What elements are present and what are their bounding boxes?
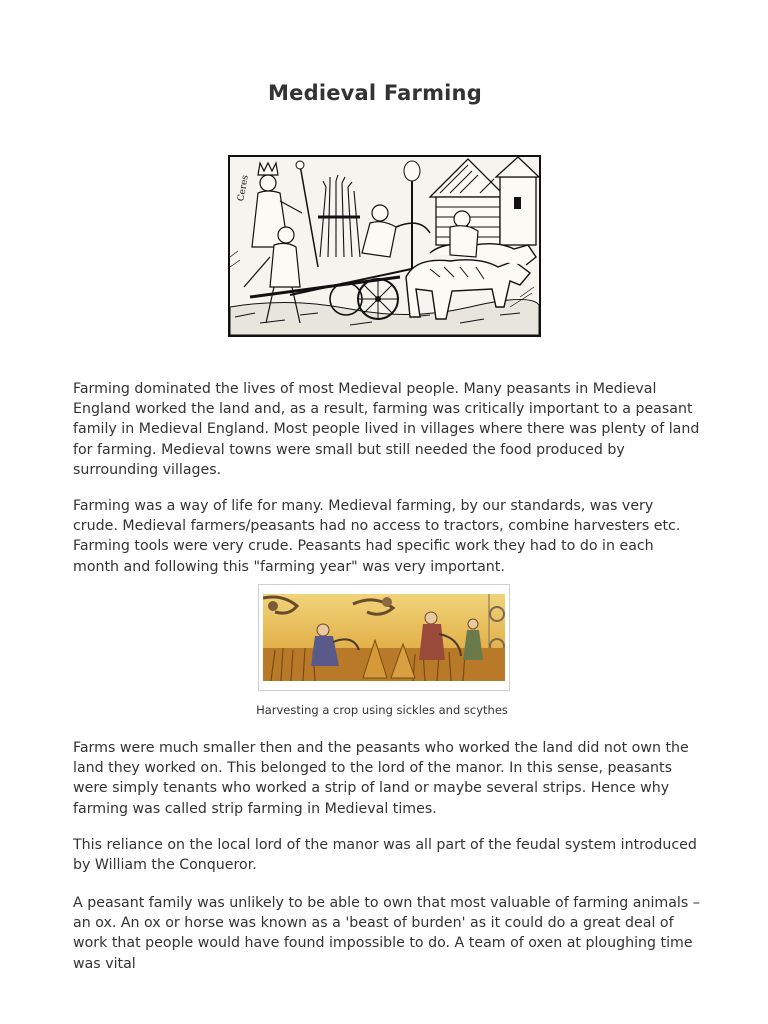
paragraph-5: A peasant family was unlikely to be able to own that most valuable of farming animals – an ox. An ox or horse was known as a 'beast of burden' as it could do a great deal of work that people would have found impossible to do. A team of oxen at ploughing time was vital <box>73 895 700 972</box>
paragraph-1: Farming dominated the lives of most Medieval people. Many peasants in Medieval England worked the land and, as a result, farming was critically important to a peasant family in Medieval England. Most people lived in villages where there was plenty of land for farming. Medieval towns were small but still needed the food produced by surrounding villages. <box>73 381 700 478</box>
paragraph-4: This reliance on the local lord of the manor was all part of the feudal system introduced by William the Conqueror. <box>73 837 697 874</box>
paragraph-3: Farms were much smaller then and the peasants who worked the land did not own the land they worked on. This belonged to the lord of the manor. In this sense, peasants were simply tenants who worked a strip of land or maybe several strips. Hence why farming was called strip farming in Medieval times. <box>73 740 689 817</box>
harvest-figure <box>258 584 510 691</box>
harvest-painting-image <box>263 594 505 681</box>
page-title: Medieval Farming <box>268 81 482 105</box>
paragraph-2: Farming was a way of life for many. Medieval farming, by our standards, was very crude. Medieval farmers/peasants had no access to tractors, combine harvesters etc. Farming tools were very crude. Peasants had specific work they had to do in each month and following this "farming year" was very important. <box>73 498 681 575</box>
figure-caption: Harvesting a crop using sickles and scythes <box>256 703 508 717</box>
svg-text:Ceres: Ceres <box>236 174 251 203</box>
woodcut-ploughing-illustration <box>228 155 541 337</box>
